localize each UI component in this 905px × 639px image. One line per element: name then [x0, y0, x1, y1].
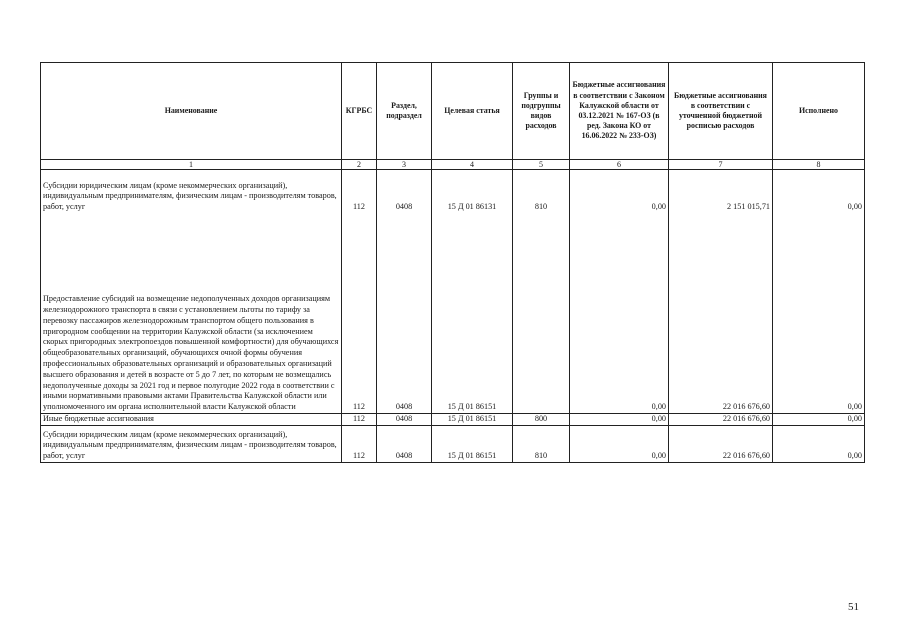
page-number: 51 [848, 601, 859, 613]
row-kgrbs: 112 [342, 170, 377, 214]
row-executed-value: 0,00 [773, 213, 865, 414]
row-executed-value: 0,00 [773, 414, 865, 426]
row-law-value: 0,00 [570, 213, 669, 414]
row-group: 810 [513, 426, 570, 463]
header-name: Наименование [41, 63, 342, 160]
row-refined-value: 22 016 676,60 [669, 213, 773, 414]
table-row [41, 414, 865, 426]
row-target: 15 Д 01 86131 [432, 170, 513, 214]
column-number: 1 [41, 160, 342, 170]
column-number: 2 [342, 160, 377, 170]
row-name: Иные бюджетные ассигнования [41, 414, 342, 426]
header-row [41, 63, 865, 160]
row-target: 15 Д 01 86151 [432, 213, 513, 414]
header-target: Целевая статья [432, 63, 513, 160]
row-executed-value: 0,00 [773, 170, 865, 214]
row-section: 0408 [377, 414, 432, 426]
row-refined-value: 2 151 015,71 [669, 170, 773, 214]
row-section: 0408 [377, 426, 432, 463]
header-kgrbs: КГРБС [342, 63, 377, 160]
row-name: Субсидии юридическим лицам (кроме некоммерческих организаций), индивидуальным предпринимателям, физическим лицам - производителям товаров, работ, услуг [41, 170, 342, 214]
header-refined-allocations: Бюджетные ассигнования в соответствии с уточненной бюджетной росписью расходов [669, 63, 773, 160]
row-executed-value: 0,00 [773, 426, 865, 463]
row-name: Предоставление субсидий на возмещение недополученных доходов организациям железнодорожного транспорта в связи с установлением льготы по тарифу за перевозку пассажиров железнодорожным транспортом общего пользования в пригородном сообщении на территории Калужской области (за исключением скорых пригородных электропоездов повышенной комфортности) для обучающихся общеобразовательных организаций, обучающихся очной формы обучения профессиональных образовательных организаций и образовательных организаций высшего образования и детей в возрасте от 5 до 7 лет, по которым не возмещались недополученные доходы за 2021 год и первое полугодие 2022 года в соответствии с иными нормативными правовыми актами Правительства Калужской области или уполномоченного им органа исполнительной власти Калужской области [41, 213, 342, 414]
row-refined-value: 22 016 676,60 [669, 426, 773, 463]
column-number: 7 [669, 160, 773, 170]
row-name: Субсидии юридическим лицам (кроме некоммерческих организаций), индивидуальным предпринимателям, физическим лицам - производителям товаров, работ, услуг [41, 426, 342, 463]
column-number-row [41, 160, 865, 170]
column-number: 5 [513, 160, 570, 170]
table-row [41, 213, 865, 414]
row-target: 15 Д 01 86151 [432, 426, 513, 463]
row-section: 0408 [377, 213, 432, 414]
row-kgrbs: 112 [342, 426, 377, 463]
row-kgrbs: 112 [342, 213, 377, 414]
header-group: Группы и подгруппы видов расходов [513, 63, 570, 160]
row-section: 0408 [377, 170, 432, 214]
row-refined-value: 22 016 676,60 [669, 414, 773, 426]
row-law-value: 0,00 [570, 414, 669, 426]
row-group [513, 213, 570, 414]
column-number: 8 [773, 160, 865, 170]
column-number: 4 [432, 160, 513, 170]
row-kgrbs: 112 [342, 414, 377, 426]
row-group: 810 [513, 170, 570, 214]
row-target: 15 Д 01 86151 [432, 414, 513, 426]
table-row [41, 426, 865, 463]
header-section: Раздел, подраздел [377, 63, 432, 160]
row-group: 800 [513, 414, 570, 426]
column-number: 3 [377, 160, 432, 170]
table-row [41, 170, 865, 214]
row-law-value: 0,00 [570, 426, 669, 463]
row-law-value: 0,00 [570, 170, 669, 214]
header-law-allocations: Бюджетные ассигнования в соответствии с Законом Калужской области от 03.12.2021 № 167-ОЗ (в ред. Закона КО от 16.06.2022 № 233-ОЗ) [570, 63, 669, 160]
header-executed: Исполнено [773, 63, 865, 160]
budget-table [40, 62, 865, 463]
column-number: 6 [570, 160, 669, 170]
